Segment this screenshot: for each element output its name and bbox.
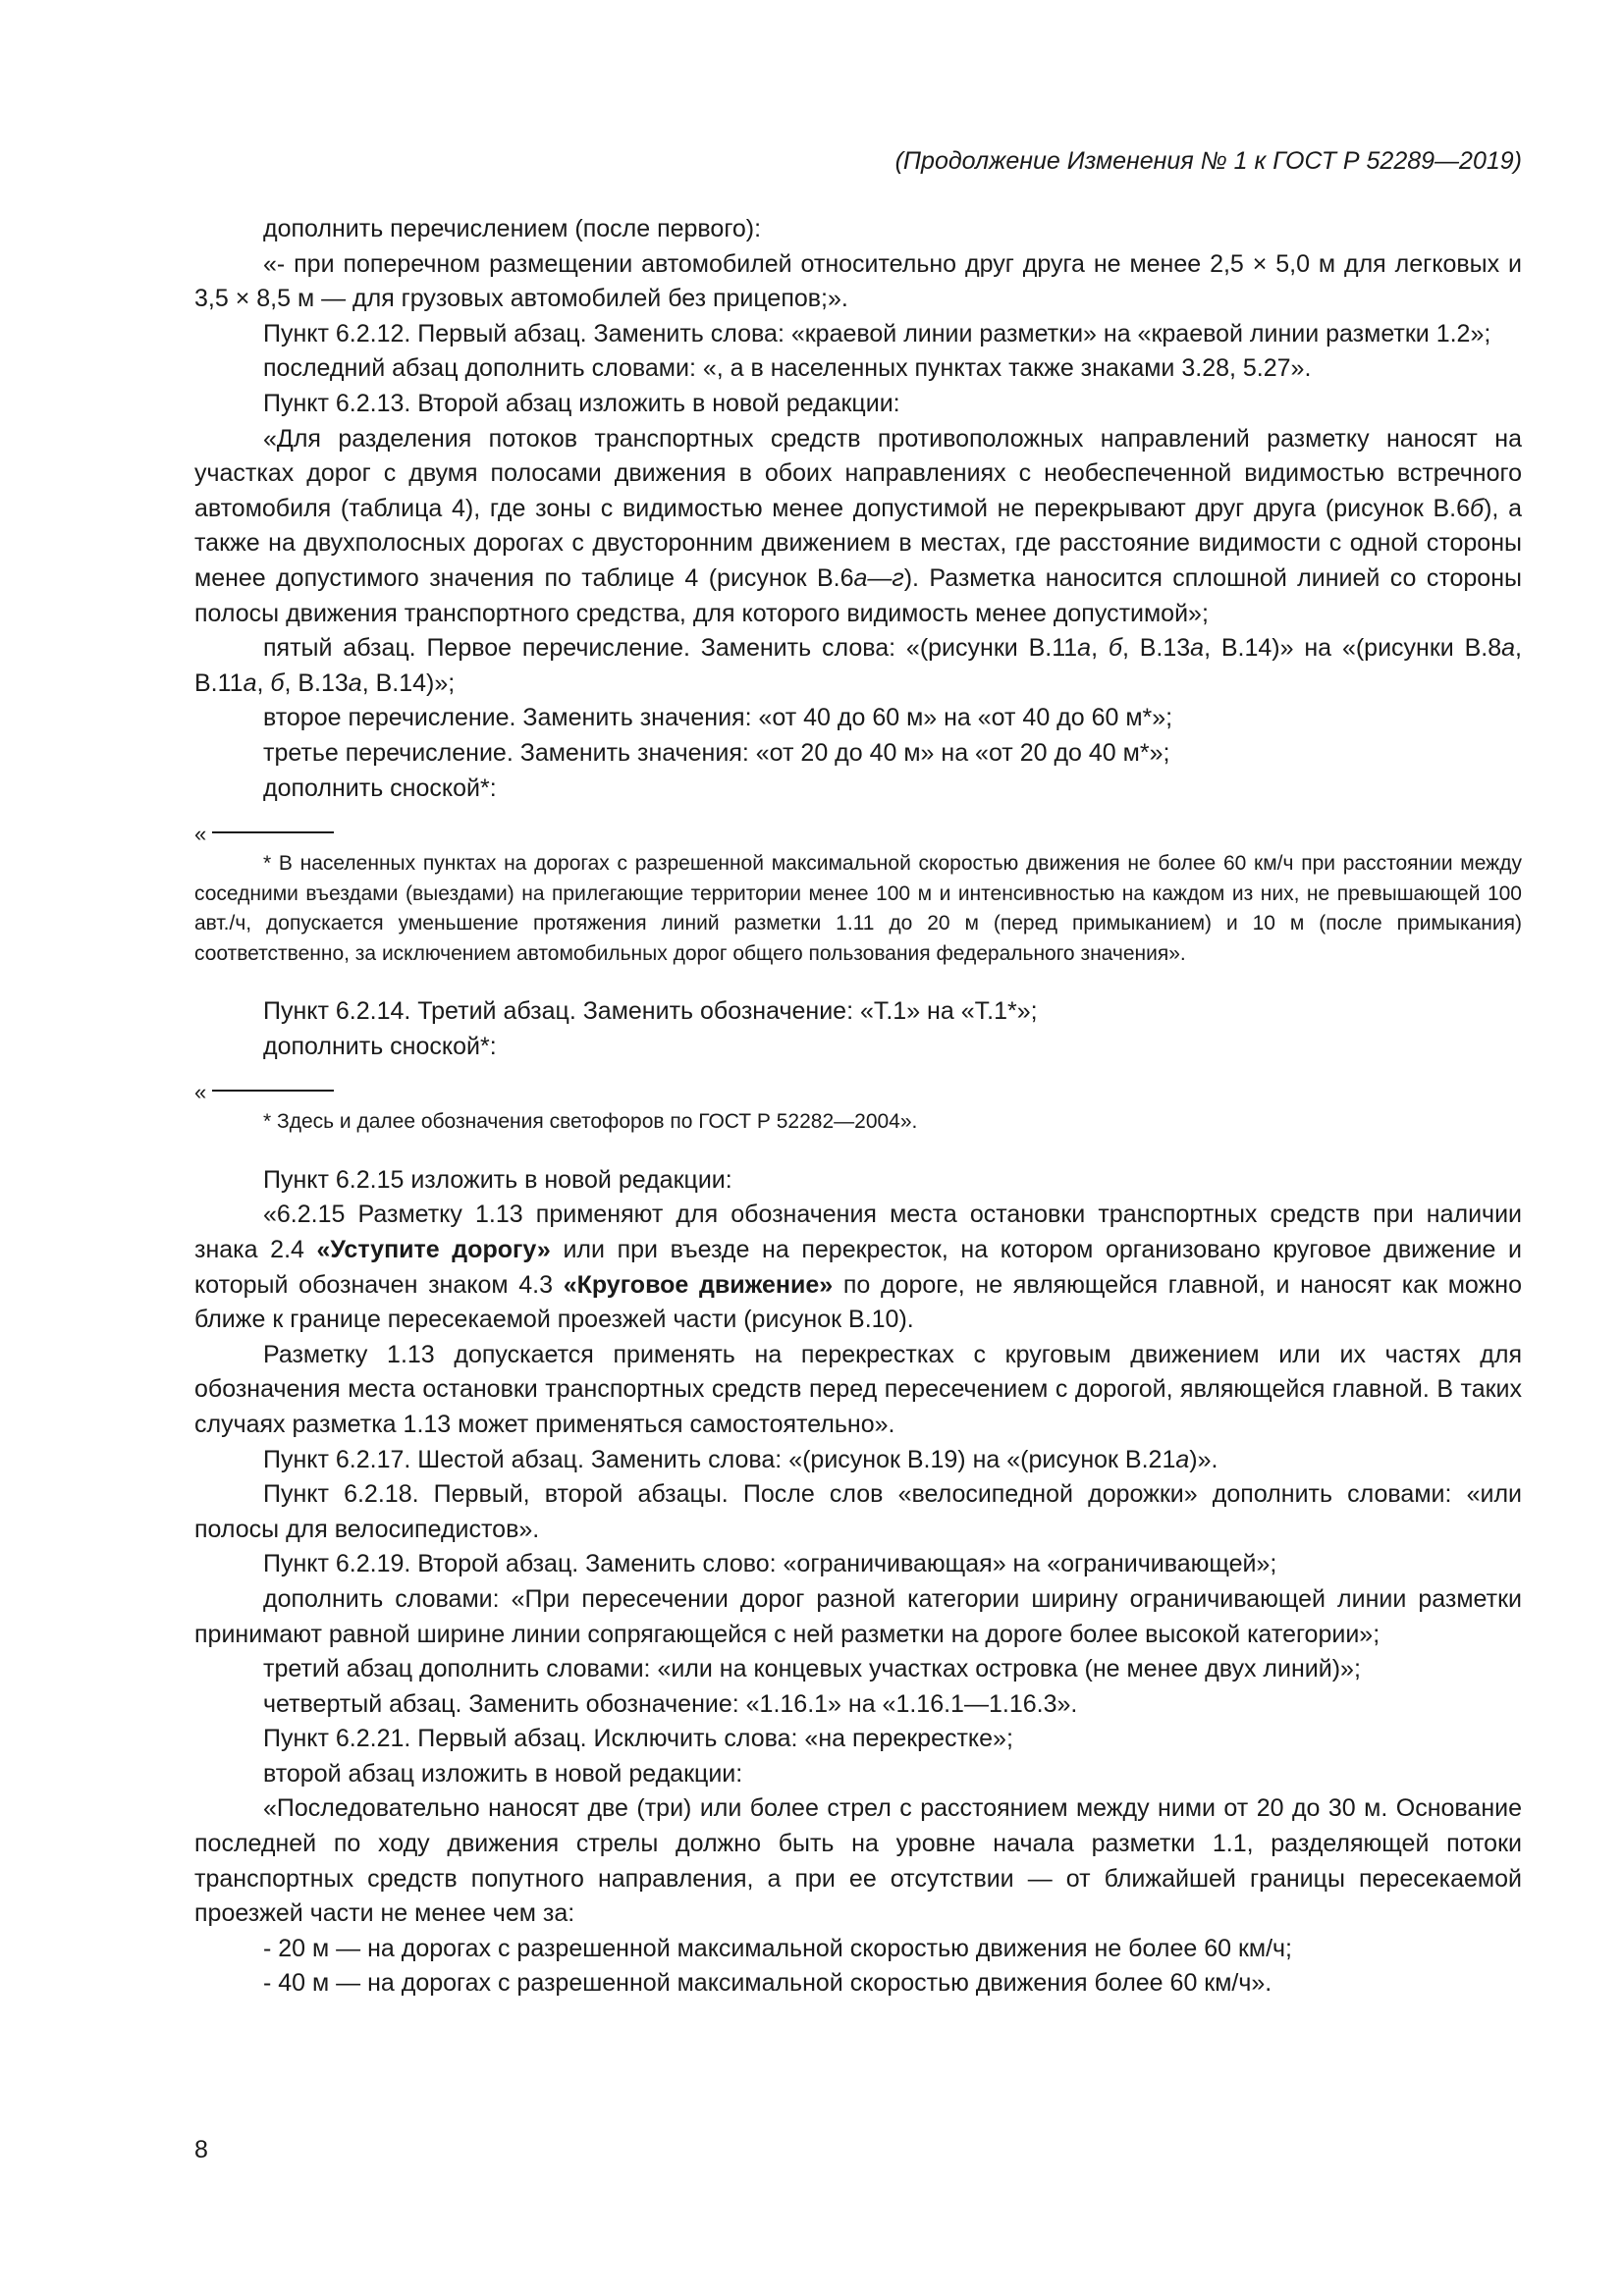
- paragraph: Пункт 6.2.13. Второй абзац изложить в новой редакции:: [263, 389, 900, 417]
- paragraph: Пункт 6.2.15 изложить в новой редакции:: [263, 1165, 732, 1194]
- list-item: - 40 м — на дорогах с разрешенной максимальной скоростью движения более 60 км/ч».: [263, 1969, 1272, 1998]
- footnote-quote-mark: «: [194, 1080, 207, 1105]
- paragraph: четвертый абзац. Заменить обозначение: «1.16.1» на «1.16.1—1.16.3».: [263, 1689, 1078, 1718]
- paragraph: «- при поперечном размещении автомобилей относительно друг друга не менее 2,5 × 5,0 м для легковых и 3,5 × 8,5 м — для грузовых автомобилей без прицепов;».: [194, 249, 1522, 313]
- paragraph: третье перечисление. Заменить значения: «от 20 до 40 м» на «от 20 до 40 м*»;: [263, 738, 1170, 767]
- footnote-separator: [194, 822, 1522, 849]
- paragraph: второй абзац изложить в новой редакции:: [263, 1759, 743, 1788]
- footnote-text: * Здесь и далее обозначения светофоров по ГОСТ Р 52282—2004».: [263, 1110, 918, 1134]
- paragraph: дополнить сноской*:: [263, 1032, 497, 1060]
- paragraph: Пункт 6.2.21. Первый абзац. Исключить слова: «на перекрестке»;: [263, 1725, 1013, 1753]
- document-body: [194, 212, 1522, 2002]
- footnote-block: [194, 1080, 1522, 1138]
- paragraph: Пункт 6.2.14. Третий абзац. Заменить обозначение: «Т.1» на «Т.1*»;: [263, 997, 1038, 1026]
- paragraph: пятый абзац. Первое перечисление. Заменить слова: «(рисунки В.11а, б, В.13а, В.14)» на «(рисунки В.8а, В.11а, б, В.13а, В.14)»;: [194, 634, 1522, 697]
- running-header: (Продолжение Изменения № 1 к ГОСТ Р 52289—2019): [894, 147, 1522, 175]
- footnote-block: [194, 822, 1522, 969]
- footnote-rule: [212, 1090, 334, 1092]
- paragraph: последний абзац дополнить словами: «, а в населенных пунктах также знаками 3.28, 5.27».: [263, 354, 1312, 383]
- page-number: 8: [194, 2136, 208, 2163]
- paragraph: третий абзац дополнить словами: «или на концевых участках островка (не менее двух линий)»;: [263, 1655, 1361, 1683]
- paragraph: Пункт 6.2.12. Первый абзац. Заменить слова: «краевой линии разметки» на «краевой линии разметки 1.2»;: [263, 319, 1491, 347]
- paragraph: Пункт 6.2.18. Первый, второй абзацы. После слов «велосипедной дорожки» дополнить словами: «или полосы для велосипедистов».: [194, 1480, 1522, 1543]
- paragraph: «Для разделения потоков транспортных средств противоположных направлений разметку наносят на участках дорог с двумя полосами движения в обоих направлениях с необеспеченной видимостью встречного автомобиля (таблица 4), где зоны с видимостью менее допустимой не перекрывают друг друга (рисунок В.6б), а также на двухполосных дорогах с двусторонним движением в местах, где расстояние видимости с одной стороны менее допустимого значения по таблице 4 (рисунок В.6а—г). Разметка наносится сплошной линией со стороны полосы движения транспортного средства, для которого видимость менее допустимой»;: [194, 424, 1522, 627]
- paragraph: Разметку 1.13 допускается применять на перекрестках с круговым движением или их частях для обозначения места остановки транспортных средств перед пересечением с дорогой, являющейся главной. В таких случаях разметка 1.13 может применяться самостоятельно».: [194, 1340, 1522, 1438]
- paragraph: дополнить перечислением (после первого):: [263, 215, 762, 242]
- paragraph: дополнить сноской*:: [263, 774, 497, 802]
- paragraph: дополнить словами: «При пересечении дорог разной категории ширину ограничивающей линии разметки принимают равной ширине линии сопрягающейся с ней разметки на дороге более высокой категории»;: [194, 1584, 1522, 1648]
- footnote-separator: [194, 1080, 1522, 1107]
- paragraph: Пункт 6.2.19. Второй абзац. Заменить слово: «ограничивающая» на «ограничивающей»;: [263, 1550, 1277, 1578]
- footnote-text: * В населенных пунктах на дорогах с разрешенной максимальной скоростью движения не более 60 км/ч при расстоянии между соседними въездами (выездами) на прилегающие территории менее 100 м и интенсивностью на каждом из них, не превышающей 100 авт./ч, допускается уменьшение протяжения линий разметки 1.11 до 20 м (перед примыканием) и 10 м (после примыкания) соответственно, за исключением автомобильных дорог общего пользования федерального значения».: [194, 852, 1522, 965]
- paragraph: «Последовательно наносят две (три) или более стрел с расстоянием между ними от 20 до 30 м. Основание последней по ходу движения стрелы должно быть на уровне начала разметки 1.1, разделяющей потоки транспортных средств попутного направления, а при ее отсутствии — от ближайшей границы пересекаемой проезжей части не менее чем за:: [194, 1794, 1522, 1928]
- list-item: - 20 м — на дорогах с разрешенной максимальной скоростью движения не более 60 км/ч;: [263, 1934, 1292, 1962]
- paragraph: Пункт 6.2.17. Шестой абзац. Заменить слова: «(рисунок В.19) на «(рисунок В.21а)».: [263, 1445, 1218, 1473]
- paragraph: «6.2.15 Разметку 1.13 применяют для обозначения места остановки транспортных средств при наличии знака 2.4 «Уступите дорогу» или при въезде на перекресток, на котором организовано круговое движение и который обозначен знаком 4.3 «Круговое движение» по дороге, не являющейся главной, и наносят как можно ближе к границе пересекаемой проезжей части (рисунок В.10).: [194, 1201, 1522, 1334]
- paragraph: второе перечисление. Заменить значения: «от 40 до 60 м» на «от 40 до 60 м*»;: [263, 704, 1173, 732]
- footnote-rule: [212, 831, 334, 833]
- footnote-quote-mark: «: [194, 822, 207, 847]
